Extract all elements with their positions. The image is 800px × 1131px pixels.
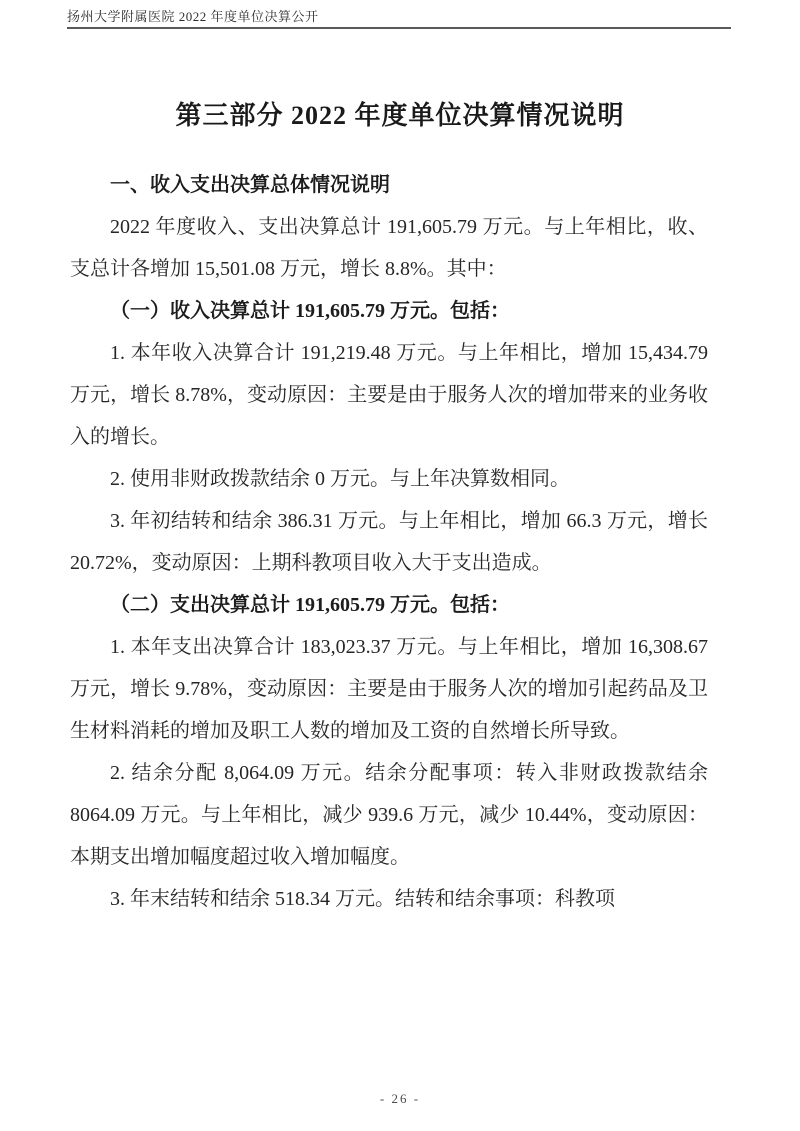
expense-item-1: 1. 本年支出决算合计 183,023.37 万元。与上年相比，增加 16,308.67 万元，增长 9.78%，变动原因：主要是由于服务人次的增加引起药品及卫生材料消耗的增加及职工人数的增加及工资的自然增长所导致。	[70, 636, 708, 742]
page-number: - 26 -	[379, 1091, 421, 1106]
overview-paragraph: 2022 年度收入、支出决算总计 191,605.79 万元。与上年相比，收、支总计各增加 15,501.08 万元，增长 8.8%。其中：	[70, 216, 708, 280]
page-footer	[0, 1091, 800, 1107]
section-heading-overview: 一、收入支出决算总体情况说明	[110, 174, 390, 196]
header-divider	[67, 27, 731, 29]
expense-item-2: 2. 结余分配 8,064.09 万元。结余分配事项：转入非财政拨款结余 8064.09 万元。与上年相比，减少 939.6 万元，减少 10.44%，变动原因：本期支出增加幅度超过收入增加幅度。	[70, 762, 708, 868]
expense-subheading: （二）支出决算总计 191,605.79 万元。包括：	[110, 594, 510, 616]
expense-item-3: 3. 年末结转和结余 518.34 万元。结转和结余事项：科教项	[110, 888, 615, 910]
document-title: 第三部分 2022 年度单位决算情况说明	[175, 101, 625, 130]
document-body	[70, 164, 708, 920]
income-item-1: 1. 本年收入决算合计 191,219.48 万元。与上年相比，增加 15,434.79 万元，增长 8.78%，变动原因：主要是由于服务人次的增加带来的业务收入的增长。	[70, 342, 708, 448]
income-item-3: 3. 年初结转和结余 386.31 万元。与上年相比，增加 66.3 万元，增长 20.72%，变动原因：上期科教项目收入大于支出造成。	[70, 510, 708, 574]
running-header-text: 扬州大学附属医院 2022 年度单位决算公开	[67, 9, 319, 24]
income-subheading: （一）收入决算总计 191,605.79 万元。包括：	[110, 300, 510, 322]
income-item-2: 2. 使用非财政拨款结余 0 万元。与上年决算数相同。	[110, 468, 570, 490]
